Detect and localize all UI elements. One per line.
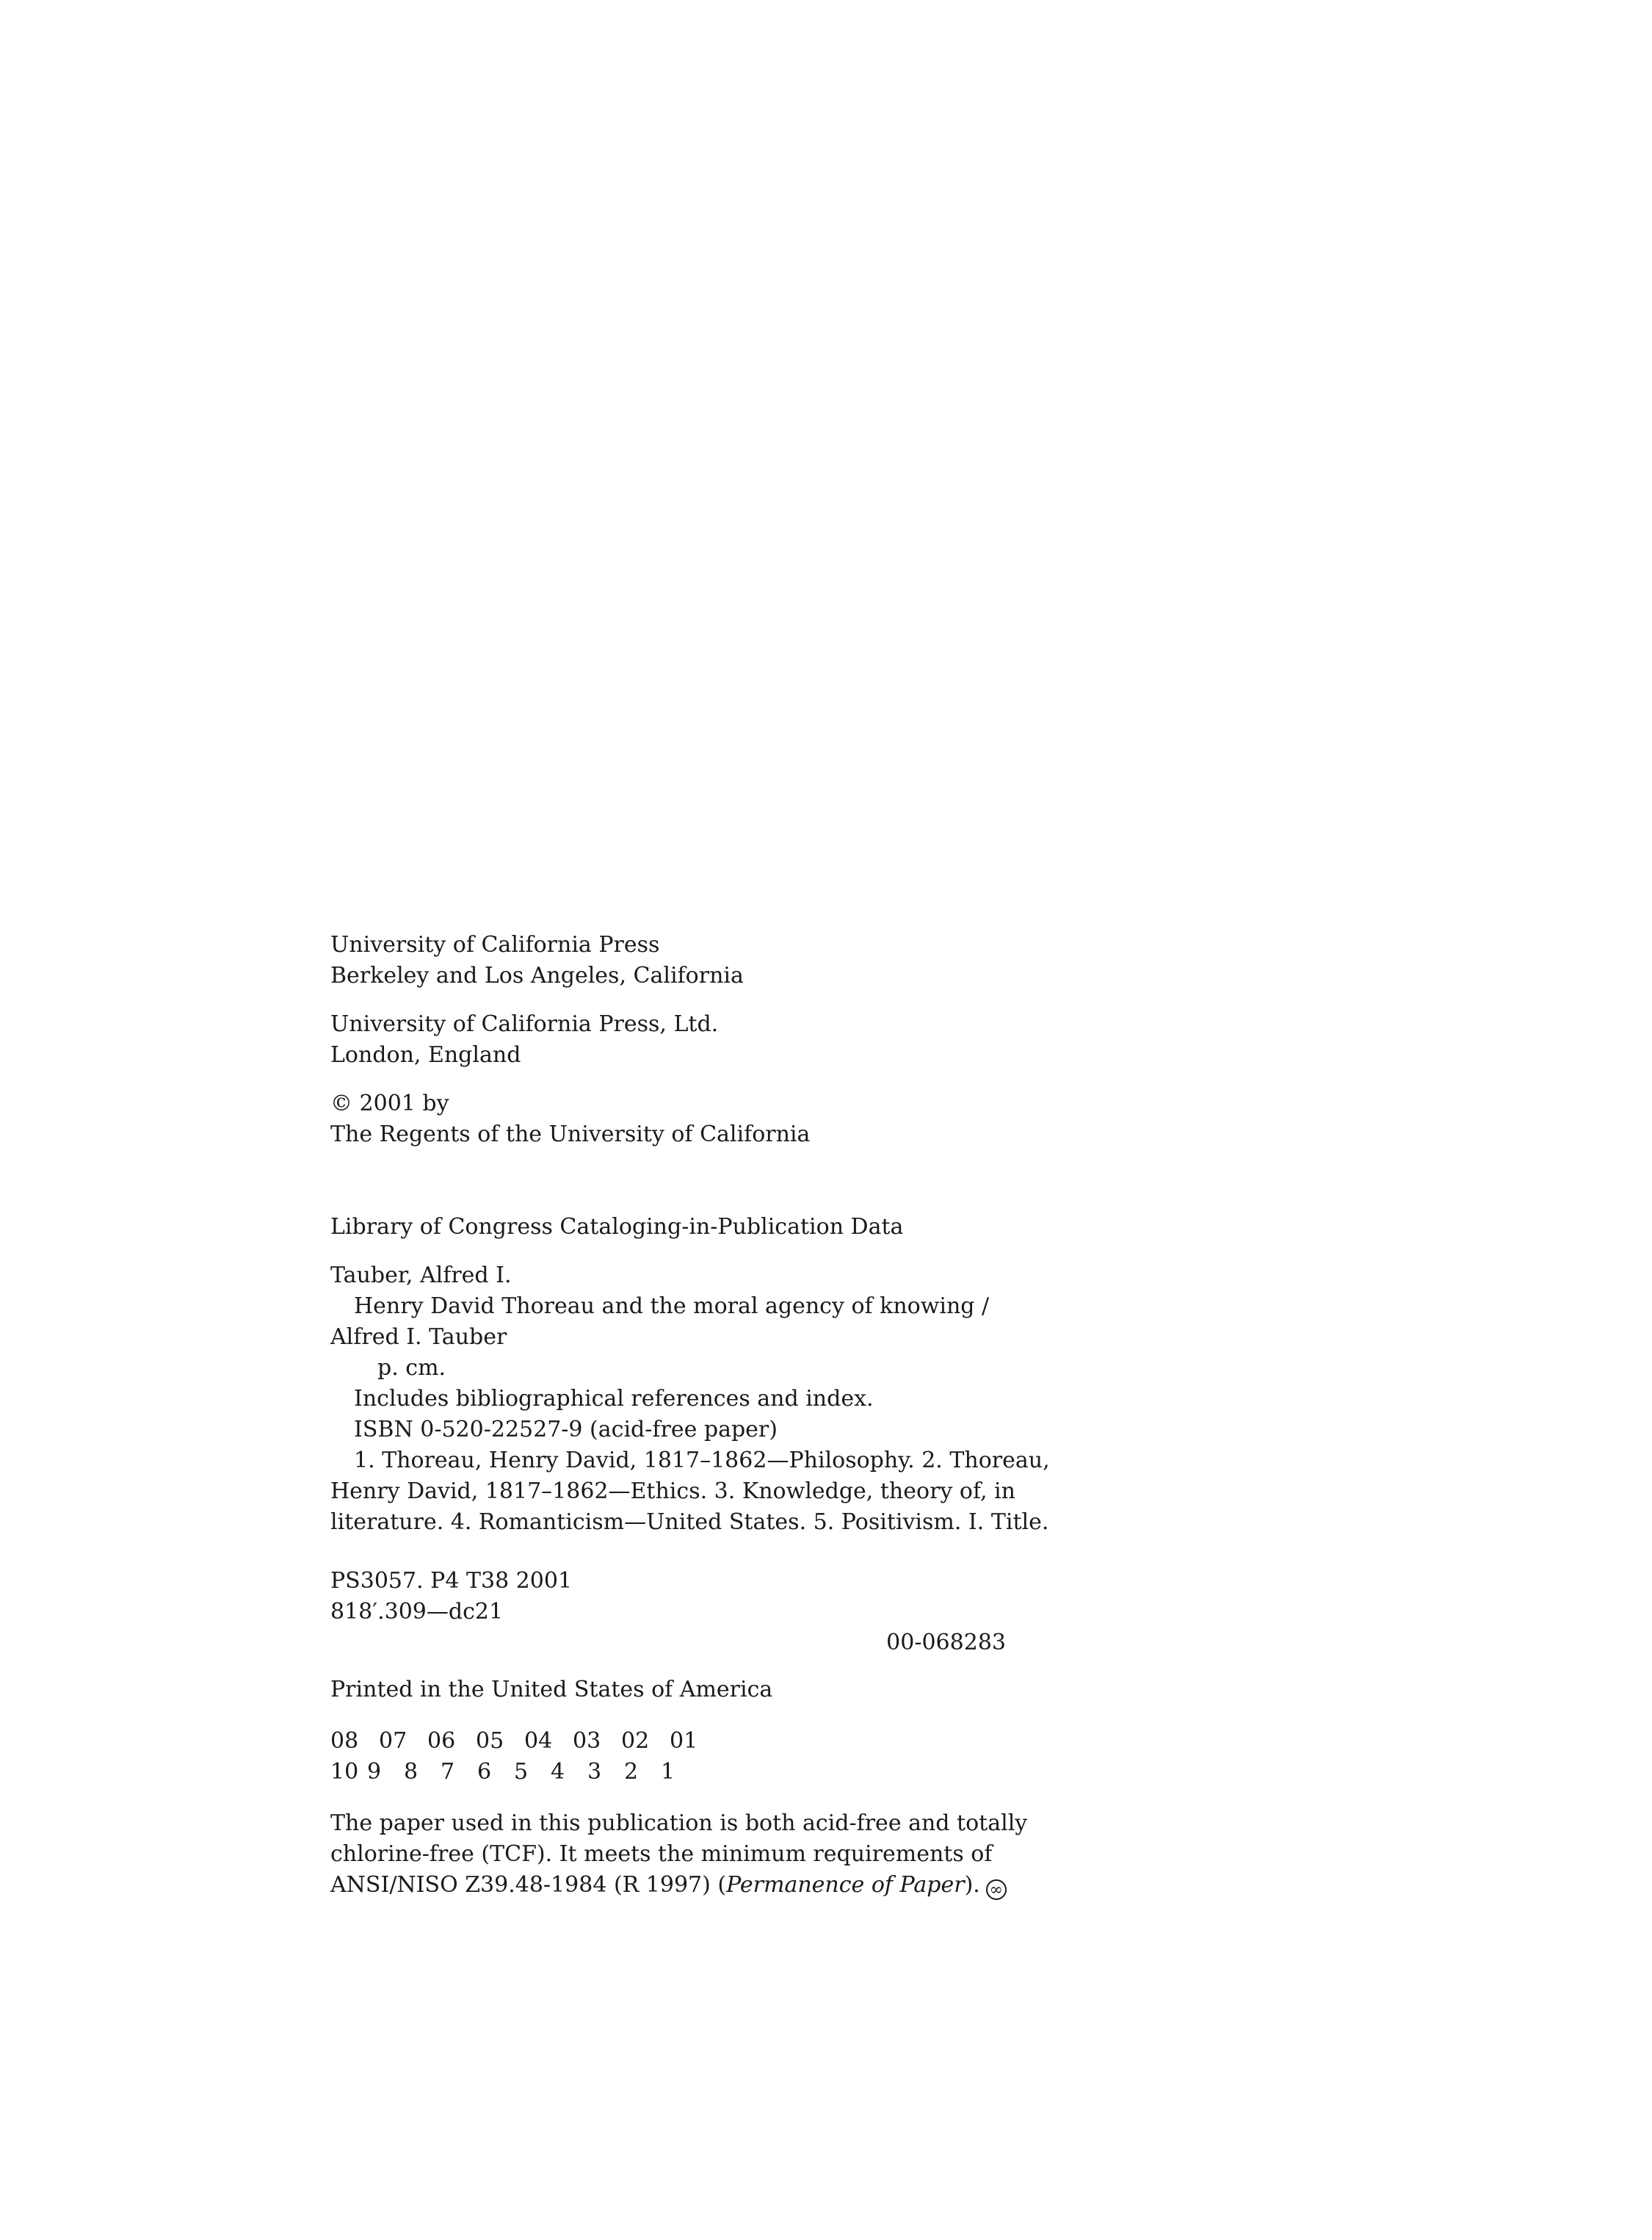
dewey-number: 818′.309—dc21 — [330, 1599, 504, 1625]
print-code: 7 — [441, 1759, 455, 1785]
cip-author: Tauber, Alfred I. — [330, 1262, 512, 1288]
classification-block — [330, 1566, 1006, 1658]
paper-note-prefix: ANSI/NISO Z39.48-1984 (R 1997) ( — [330, 1872, 727, 1898]
year-code: 01 — [670, 1728, 698, 1754]
print-code: 4 — [551, 1759, 565, 1785]
print-code: 5 — [514, 1759, 529, 1785]
cip-subjects-line-2: Henry David, 1817–1862—Ethics. 3. Knowledge, theory of, in — [330, 1478, 1015, 1504]
cip-heading: Library of Congress Cataloging-in-Publication Data — [330, 1214, 904, 1240]
copyright-year: © 2001 by — [330, 1091, 449, 1116]
infinity-paper-icon: ∞ — [986, 1879, 1007, 1900]
cip-heading-block — [330, 1212, 1006, 1243]
paper-note-line-3 — [330, 1870, 1006, 1901]
printed-in: Printed in the United States of America — [330, 1677, 773, 1702]
print-code: 1 — [661, 1759, 675, 1785]
paper-note-block — [330, 1808, 1028, 1901]
publisher-block — [330, 930, 1006, 991]
cip-subjects-line-3: literature. 4. Romanticism—United States. 5. Positivism. I. Title. — [330, 1509, 1049, 1535]
paper-note-line-1: The paper used in this publication is both acid-free and totally — [330, 1810, 1028, 1836]
print-codes-row — [330, 1757, 1006, 1788]
print-code: 8 — [404, 1759, 419, 1785]
year-code: 05 — [476, 1728, 504, 1754]
paper-note-line-2: chlorine-free (TCF). It meets the minimum requirements of — [330, 1841, 993, 1867]
year-code: 03 — [573, 1728, 601, 1754]
permanence-of-paper: Permanence of Paper — [726, 1872, 965, 1898]
publisher-uk-block — [330, 1009, 1006, 1071]
cip-includes: Includes bibliographical references and index. — [354, 1386, 874, 1412]
year-code: 06 — [427, 1728, 456, 1754]
publisher-name: University of California Press — [330, 932, 660, 958]
publisher-uk-location: London, England — [330, 1042, 521, 1068]
copyright-block — [330, 1088, 1006, 1150]
printed-block — [330, 1674, 1006, 1705]
print-code: 3 — [587, 1759, 602, 1785]
print-code: 2 — [624, 1759, 639, 1785]
publisher-uk-name: University of California Press, Ltd. — [330, 1011, 719, 1037]
cip-isbn: ISBN 0-520-22527-9 (acid-free paper) — [354, 1417, 778, 1442]
cip-title-line-2: Alfred I. Tauber — [330, 1324, 507, 1350]
lccn-number: 00-068283 — [886, 1630, 1006, 1655]
year-code: 04 — [524, 1728, 553, 1754]
print-code: 6 — [477, 1759, 492, 1785]
cip-subjects-line-1: 1. Thoreau, Henry David, 1817–1862—Philosophy. 2. Thoreau, — [354, 1448, 1050, 1473]
cip-record — [330, 1260, 1050, 1538]
printing-codes — [330, 1726, 1006, 1788]
cip-pages: p. cm. — [377, 1355, 446, 1381]
cip-title-line-1: Henry David Thoreau and the moral agency of knowing / — [354, 1293, 990, 1319]
year-code: 02 — [621, 1728, 650, 1754]
publisher-location: Berkeley and Los Angeles, California — [330, 963, 744, 989]
year-codes-row — [330, 1726, 1006, 1757]
paper-note-suffix: ). — [964, 1872, 980, 1898]
year-code: 08 — [330, 1728, 359, 1754]
print-code: 10 — [330, 1759, 359, 1785]
lc-call-number: PS3057. P4 T38 2001 — [330, 1568, 573, 1594]
print-code: 9 — [367, 1759, 382, 1785]
copyright-holder: The Regents of the University of California — [330, 1121, 811, 1147]
year-code: 07 — [379, 1728, 407, 1754]
